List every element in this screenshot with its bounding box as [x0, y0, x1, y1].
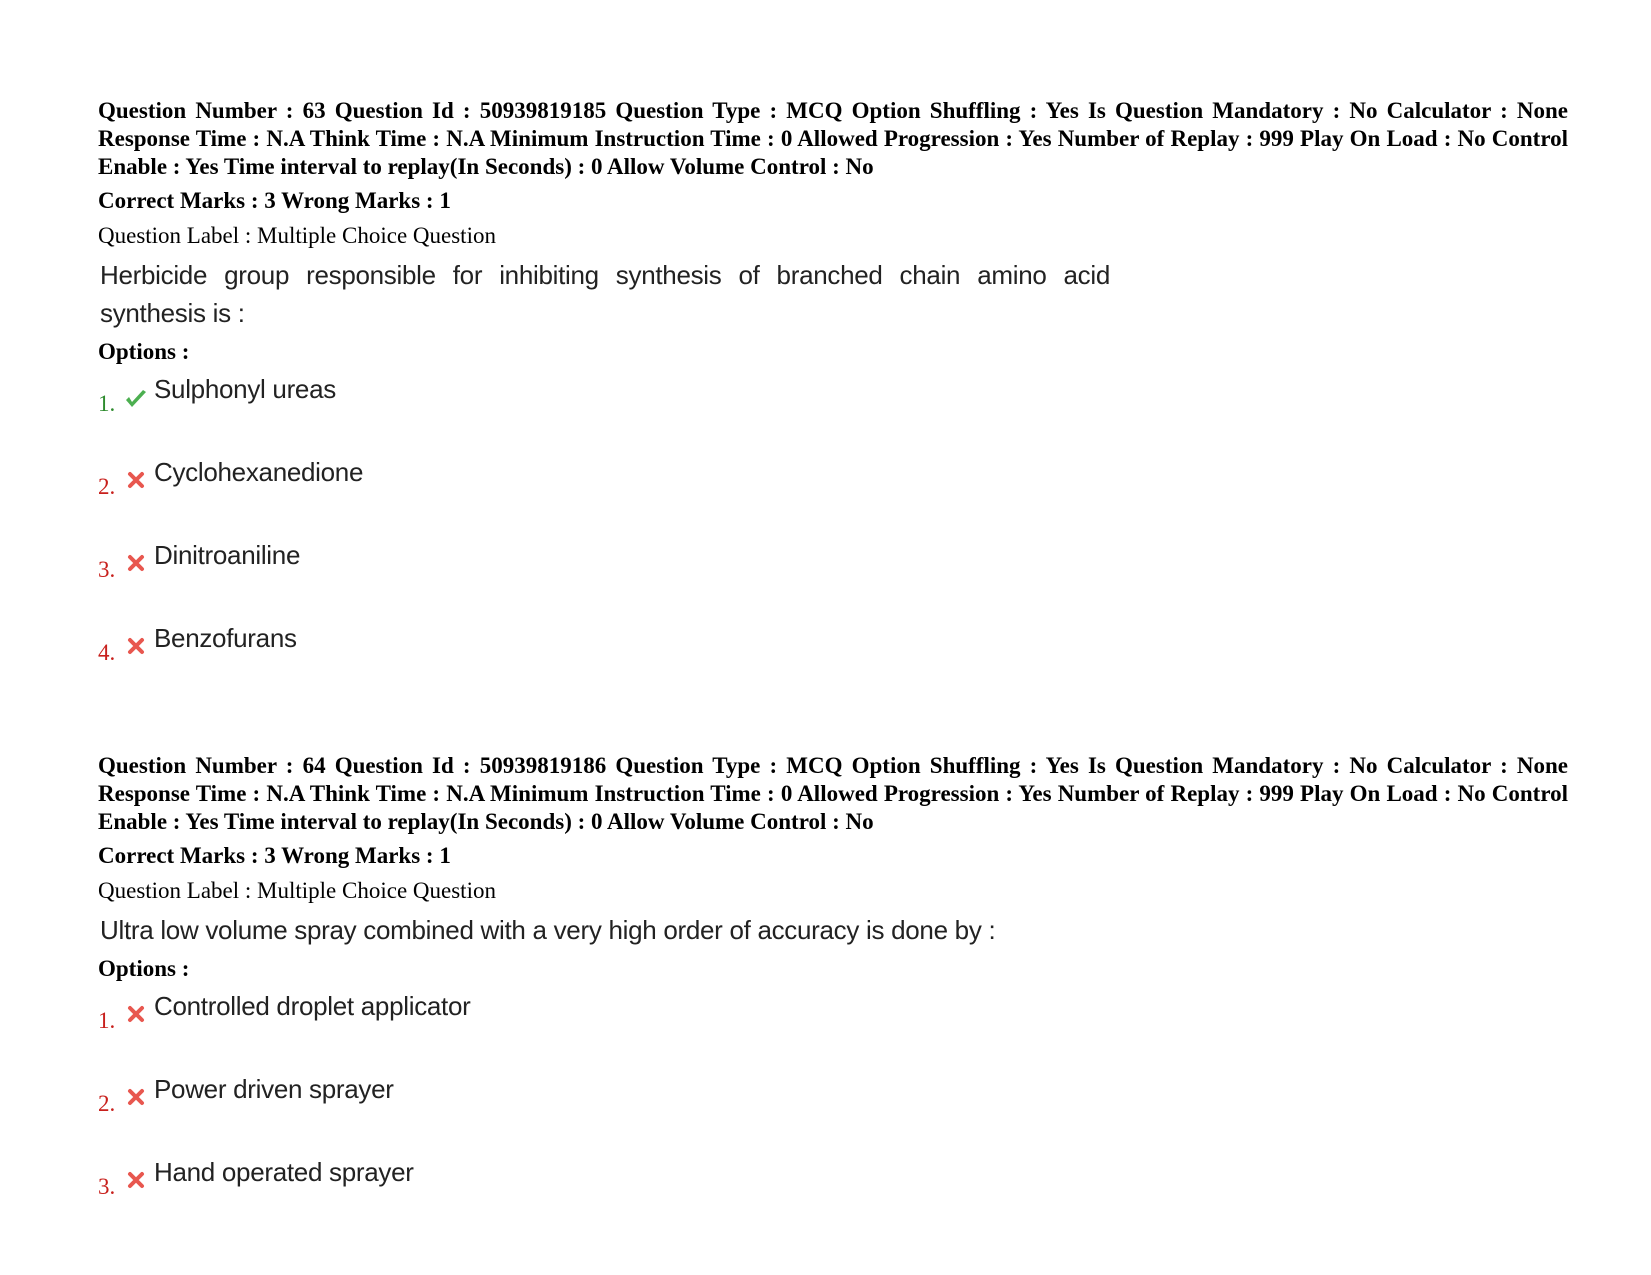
question-marks: Correct Marks : 3 Wrong Marks : 1	[98, 188, 451, 213]
question-marks: Correct Marks : 3 Wrong Marks : 1	[98, 843, 451, 868]
question-label: Question Label : Multiple Choice Question	[98, 878, 496, 903]
option-item	[98, 1157, 1568, 1240]
options-list	[98, 991, 1568, 1240]
option-text: Sulphonyl ureas	[154, 374, 336, 404]
option-text: Cyclohexanedione	[154, 457, 364, 487]
options-list	[98, 374, 1568, 706]
option-number: 2.	[98, 474, 116, 499]
option-text: Benzofurans	[154, 623, 297, 653]
cross-icon	[120, 1157, 152, 1195]
option-item	[98, 1074, 1568, 1157]
option-text: Dinitroaniline	[154, 540, 301, 570]
option-item	[98, 540, 1568, 623]
option-item	[98, 457, 1568, 540]
check-icon	[120, 374, 152, 412]
cross-icon	[120, 623, 152, 661]
question-meta: Question Number : 64 Question Id : 50939819186 Question Type : MCQ Option Shuffling : Yes Is Question Mandatory : No Calculator : None Response Time : N.A Think Time : N.A Minimum Instruction Time : 0 Allowed Progression : Yes Number of Replay : 999 Play On Load : No Control Enable : Yes Time interval to replay(In Seconds) : 0 Allow Volume Control : No	[98, 753, 1568, 834]
option-item	[98, 374, 1568, 457]
question-text: Herbicide group responsible for inhibiting synthesis of branched chain amino acid synthesis is :	[100, 260, 1110, 328]
option-number: 1.	[98, 1008, 116, 1033]
option-text: Power driven sprayer	[154, 1074, 394, 1104]
options-heading: Options :	[98, 339, 190, 364]
option-number: 4.	[98, 640, 116, 665]
cross-icon	[120, 457, 152, 495]
options-heading: Options :	[98, 956, 190, 981]
option-item	[98, 623, 1568, 706]
question-label: Question Label : Multiple Choice Question	[98, 223, 496, 248]
cross-icon	[120, 1074, 152, 1112]
option-number: 1.	[98, 391, 116, 416]
option-number: 3.	[98, 557, 116, 582]
question-meta: Question Number : 63 Question Id : 50939819185 Question Type : MCQ Option Shuffling : Yes Is Question Mandatory : No Calculator : None Response Time : N.A Think Time : N.A Minimum Instruction Time : 0 Allowed Progression : Yes Number of Replay : 999 Play On Load : No Control Enable : Yes Time interval to replay(In Seconds) : 0 Allow Volume Control : No	[98, 98, 1568, 179]
question-block	[98, 752, 1568, 1240]
option-text: Controlled droplet applicator	[154, 991, 471, 1021]
option-item	[98, 991, 1568, 1074]
option-number: 3.	[98, 1174, 116, 1199]
question-text: Ultra low volume spray combined with a very high order of accuracy is done by :	[100, 915, 996, 945]
option-text: Hand operated sprayer	[154, 1157, 414, 1187]
cross-icon	[120, 540, 152, 578]
option-number: 2.	[98, 1091, 116, 1116]
question-block	[98, 97, 1568, 706]
cross-icon	[120, 991, 152, 1029]
